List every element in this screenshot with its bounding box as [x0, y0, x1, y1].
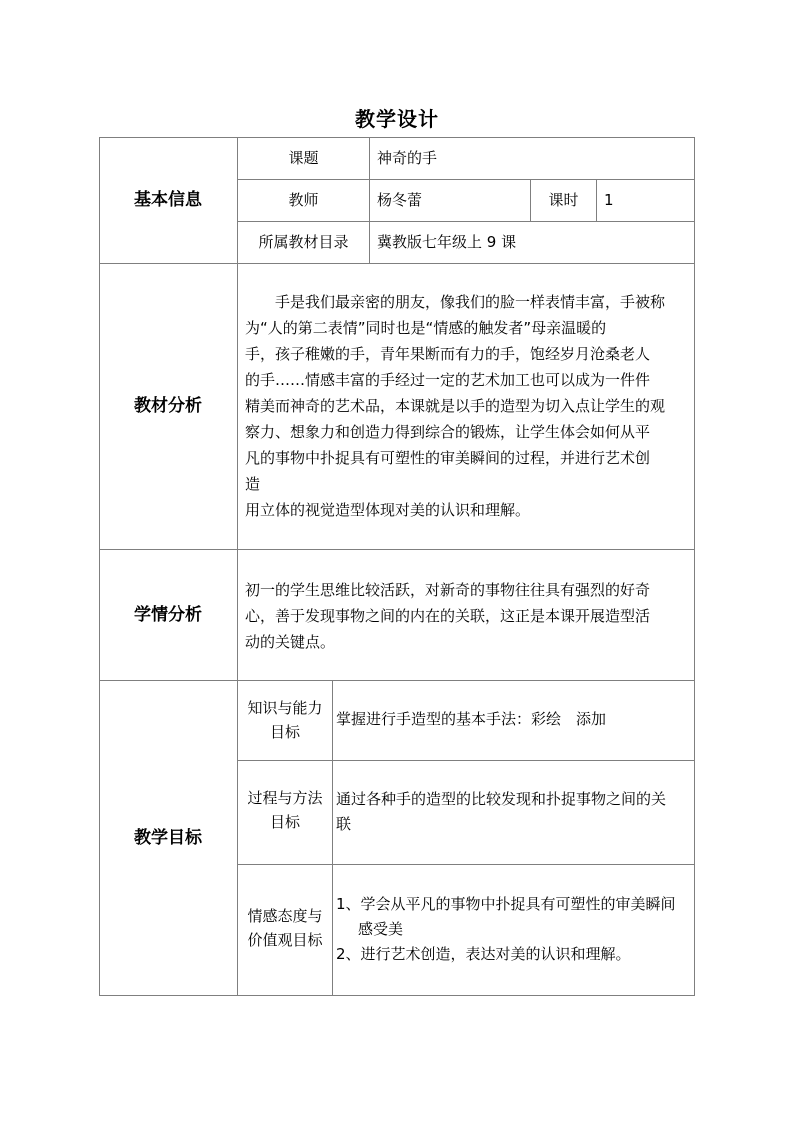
- goal-content-line: 1、学会从平凡的事物中扑捉具有可塑性的审美瞬间感受美: [336, 895, 676, 938]
- topic-value: 神奇的手: [377, 149, 438, 167]
- goal-label-line: 过程与方法: [247, 789, 323, 807]
- goal-label-knowledge: [238, 680, 332, 760]
- teaching-goals-heading: 教学目标: [134, 828, 202, 848]
- goal-content-knowledge: [336, 707, 690, 732]
- goal-content-line: 2、进行艺术创造，表达对美的认识和理解。: [336, 945, 631, 963]
- textbook-label: 所属教材目录: [258, 233, 349, 251]
- text-line: 手是我们最亲密的朋友，像我们的脸一样表情丰富，手被称: [275, 293, 666, 311]
- goal-label-line: 价值观目标: [247, 931, 323, 949]
- goal-label-line: 目标: [269, 723, 300, 741]
- learner-analysis-text: [245, 577, 691, 655]
- goal-content-line: 联: [336, 815, 352, 833]
- goal-content-line: 掌握进行手造型的基本手法：彩绘 添加: [336, 710, 607, 728]
- material-analysis-heading: 教材分析: [134, 396, 202, 416]
- topic-label: 课题: [288, 149, 319, 167]
- goal-content-emotion: [336, 892, 690, 967]
- goal-label-process: [238, 760, 332, 864]
- goal-content-process: [336, 787, 690, 837]
- text-line: 初一的学生思维比较活跃，对新奇的事物往往具有强烈的好奇: [245, 581, 651, 599]
- divider: [369, 137, 370, 263]
- text-line: 凡的事物中扑捉具有可塑性的审美瞬间的过程，并进行艺术创: [245, 449, 651, 467]
- teacher-label: 教师: [288, 191, 319, 209]
- goal-content-line: 通过各种手的造型的比较发现和扑捉事物之间的关: [336, 790, 667, 808]
- text-line: 心，善于发现事物之间的内在的关联，这正是本课开展造型活: [245, 607, 651, 625]
- goal-label-emotion: [238, 864, 332, 996]
- text-line: 的手……情感丰富的手经过一定的艺术加工也可以成为一件件: [245, 371, 651, 389]
- period-value: 1: [604, 191, 614, 209]
- goal-label-line: 知识与能力: [247, 699, 323, 717]
- text-line: 用立体的视觉造型体现对美的认识和理解。: [245, 501, 531, 519]
- learner-analysis-heading: 学情分析: [134, 604, 202, 625]
- text-line: 动的关键点。: [245, 633, 336, 651]
- teacher-value: 杨冬蕾: [377, 191, 423, 209]
- text-line: 察力、想象力和创造力得到综合的锻炼，让学生体会如何从平: [245, 423, 651, 441]
- text-line: 为“人的第二表情”同时也是“情感的触发者”母亲温暖的: [245, 319, 607, 337]
- divider: [332, 680, 333, 996]
- textbook-value: 冀教版七年级上 9 课: [377, 233, 517, 251]
- basic-info-heading: 基本信息: [134, 190, 202, 210]
- page-title: 教学设计: [355, 107, 439, 131]
- material-analysis-text: [245, 289, 691, 523]
- text-line: 手，孩子稚嫩的手，青年果断而有力的手，饱经岁月沧桑老人: [245, 345, 651, 363]
- goal-label-line: 目标: [269, 813, 300, 831]
- divider: [596, 179, 597, 221]
- text-line: 造: [245, 475, 261, 493]
- goal-label-line: 情感态度与: [247, 907, 323, 925]
- period-label: 课时: [548, 191, 579, 209]
- text-line: 精美而神奇的艺术品，本课就是以手的造型为切入点让学生的观: [245, 397, 666, 415]
